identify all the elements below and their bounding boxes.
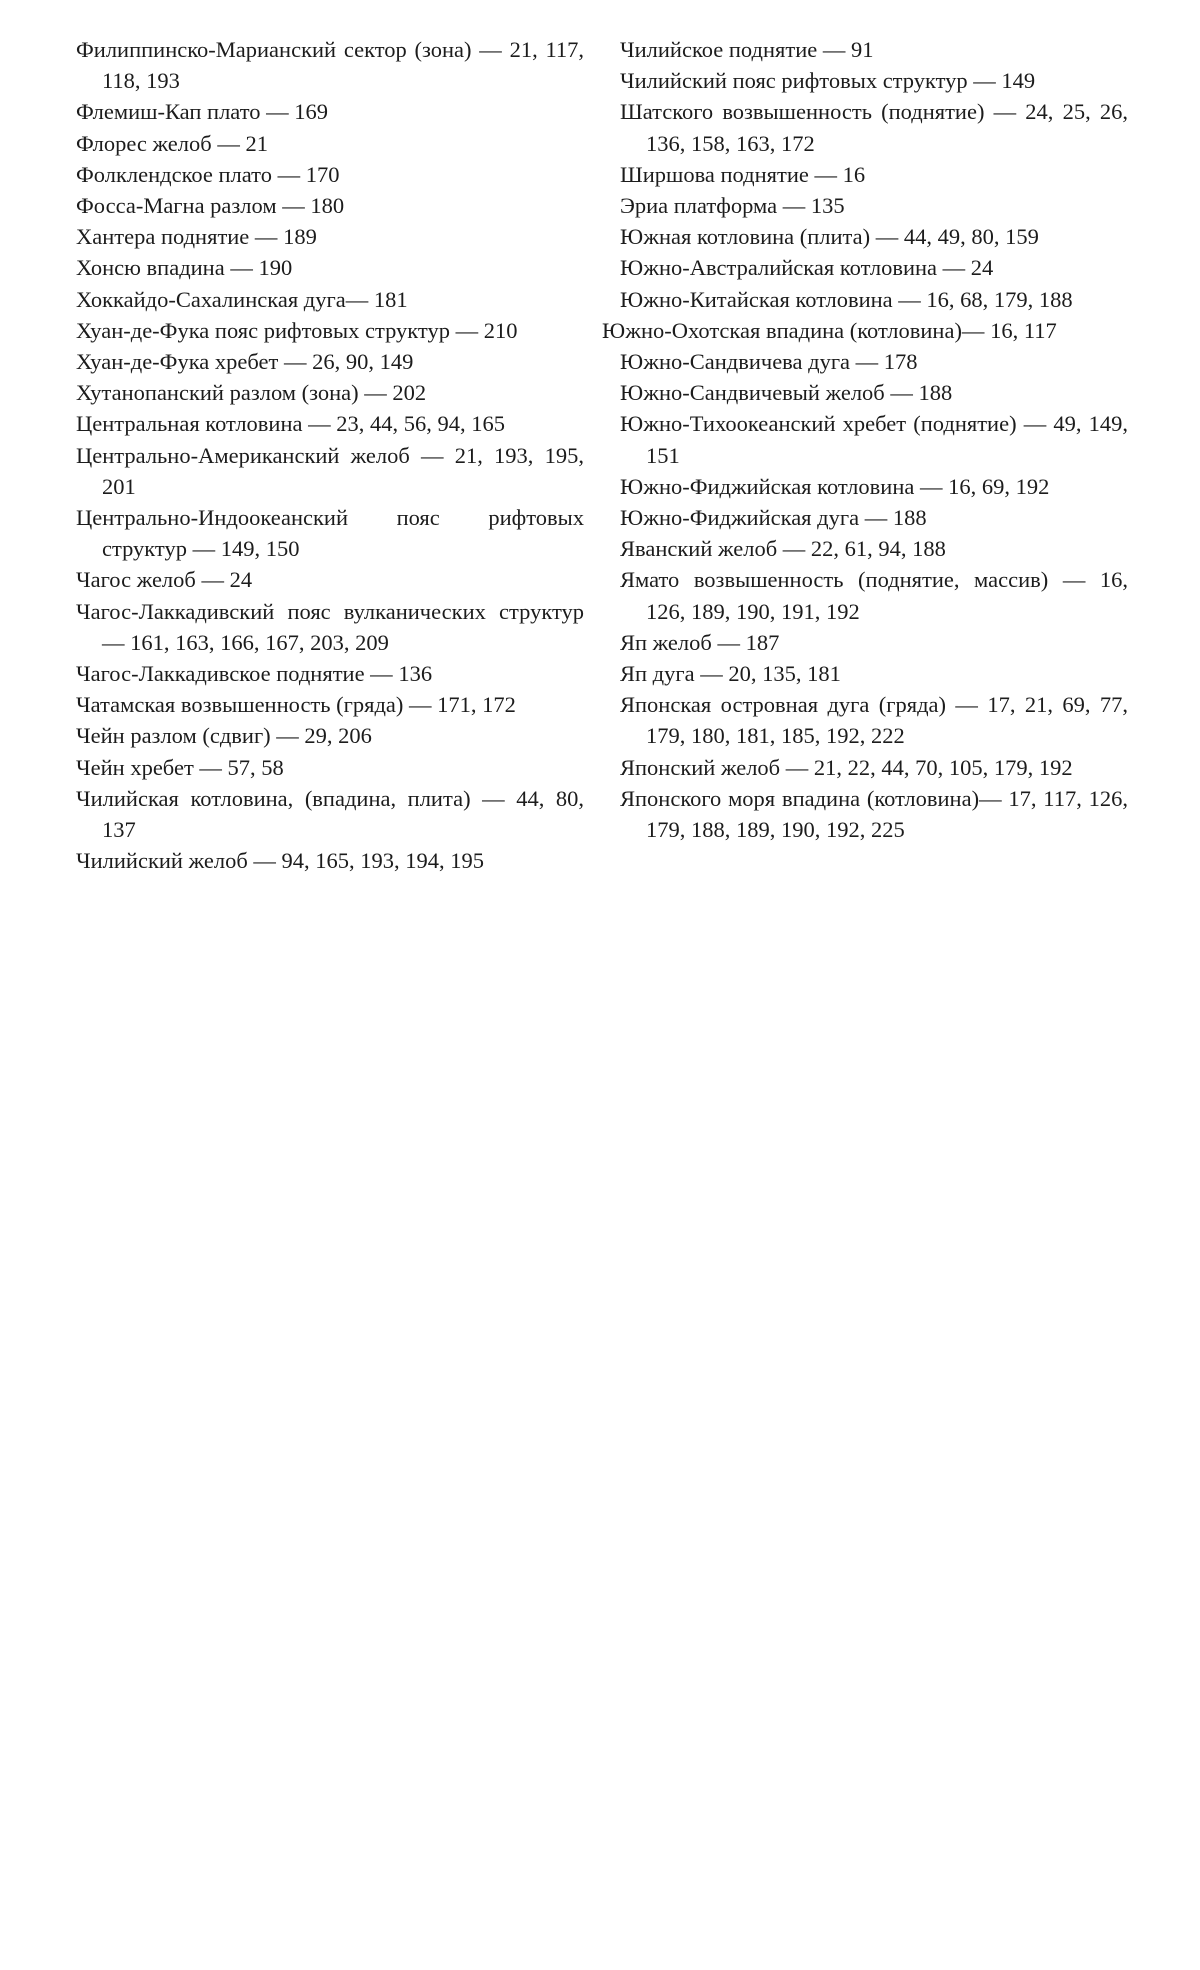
index-entry-term: Ямато возвышенность (поднятие, массив) — <box>620 567 1086 593</box>
index-entry-pages: 171, 172 <box>437 692 516 718</box>
index-entry-term: Чилийская котловина, (впадина, плита) — <box>76 785 505 811</box>
index-entry-pages: 16, 117 <box>990 317 1057 343</box>
index-entry-term: Южно-Сандвичева дуга — <box>620 349 879 375</box>
index-entry-pages: 136 <box>398 661 433 687</box>
index-entry-term: Хуан-де-Фука хребет — <box>76 349 307 375</box>
index-entry-term: Флемиш-Кап плато — <box>76 99 289 125</box>
index-entry-term: Южно-Охотская впадина (котловина)— <box>602 317 985 343</box>
index-entry-term: Чагос-Лаккадивский пояс вулканических структур — <box>76 598 584 655</box>
index-entry-pages: 94, 165, 193, 194, 195 <box>281 848 485 874</box>
index-entry-pages: 149 <box>1001 68 1036 94</box>
index-entry <box>76 658 584 689</box>
index-entry-pages: 149, 150 <box>220 536 300 562</box>
index-entry-pages: 57, 58 <box>227 754 284 780</box>
index-entry-pages: 24 <box>229 567 253 593</box>
index-entry-term: Чилийское поднятие — <box>620 37 846 62</box>
index-entry-term: Чатамская возвышенность (гряда) — <box>76 692 432 718</box>
index-entry <box>620 284 1128 315</box>
index-entry-pages: 169 <box>294 99 328 125</box>
index-entry <box>76 502 584 564</box>
index-entry-pages: 202 <box>392 380 427 406</box>
index-entry-term: Филиппинско-Марианский сектор (зона) — <box>76 37 502 62</box>
index-entry-pages: 26, 90, 149 <box>312 349 414 375</box>
index-entry-term: Эриа платформа — <box>620 193 806 219</box>
index-entry-pages: 210 <box>483 317 518 343</box>
index-entry-term: Чейн разлом (сдвиг) — <box>76 723 299 749</box>
index-entry <box>76 720 584 751</box>
index-entry <box>76 34 584 96</box>
index-entry <box>620 533 1128 564</box>
index-entry-pages: 181 <box>373 286 408 312</box>
index-entry-term: Центрально-Индоокеанский пояс рифтовых структур — <box>76 505 584 562</box>
index-entry <box>620 377 1128 408</box>
index-entry-pages: 22, 61, 94, 188 <box>810 536 946 562</box>
index-entry <box>620 752 1128 783</box>
index-entry <box>76 315 584 346</box>
index-entry-term: Чилийский желоб — <box>76 848 276 874</box>
index-entry-pages: 190 <box>258 255 293 281</box>
index-entry-pages: 21 <box>245 130 268 156</box>
index-entry-term: Южно-Австралийская котловина — <box>620 255 966 281</box>
index-entry-term: Хуан-де-Фука пояс рифтовых структур — <box>76 317 479 343</box>
index-entry <box>76 752 584 783</box>
index-entry <box>620 783 1128 845</box>
index-entry <box>76 190 584 221</box>
index-entry <box>76 252 584 283</box>
index-entry <box>620 658 1128 689</box>
index-entry-pages: 24, 25, 26, 136, 158, 163, 172 <box>646 99 1129 156</box>
index-entry <box>76 440 584 502</box>
index-entry-pages: 44, 80, 137 <box>102 785 584 843</box>
index-entry-pages: 21, 193, 195, 201 <box>102 442 585 499</box>
index-entry <box>620 221 1128 252</box>
index-entry-term: Хантера поднятие — <box>76 224 278 250</box>
index-entry <box>620 346 1128 377</box>
index-entry <box>76 408 584 439</box>
index-entry-pages: 24 <box>970 255 994 281</box>
index-entry-pages: 170 <box>305 161 340 187</box>
index-column-right <box>602 34 1129 845</box>
index-entry-term: Южно-Фиджийская котловина — <box>620 473 943 499</box>
index-entry-term: Южно-Тихоокеанский хребет (поднятие) — <box>620 411 1047 437</box>
index-entry-term: Японский желоб — <box>620 754 809 780</box>
index-entry-term: Флорес желоб — <box>76 130 240 156</box>
index-entry <box>620 564 1128 626</box>
index-entry-term: Центрально-Американский желоб — <box>76 442 444 468</box>
index-entry-term: Фосса-Магна разлом — <box>76 193 305 219</box>
index-entry-pages: 23, 44, 56, 94, 165 <box>336 411 505 437</box>
index-entry-pages: 189 <box>283 224 317 250</box>
index-entry <box>620 689 1128 751</box>
index-entry <box>620 408 1128 470</box>
index-entry-pages: 161, 163, 166, 167, 203, 209 <box>130 629 389 655</box>
index-entry <box>76 845 584 876</box>
index-entry <box>76 596 584 658</box>
index-entry-term: Хоккайдо-Сахалинская дуга— <box>76 286 369 312</box>
index-entry-pages: 188 <box>918 380 953 406</box>
index-entry-term: Чейн хребет — <box>76 754 222 780</box>
index-entry <box>76 783 584 845</box>
index-entry <box>620 190 1128 221</box>
index-entry-pages: 180 <box>310 193 345 219</box>
index-entry-pages: 21, 22, 44, 70, 105, 179, 192 <box>813 754 1073 780</box>
index-entry-pages: 135 <box>810 193 845 219</box>
index-entry-pages: 91 <box>850 37 874 62</box>
index-entry-pages: 44, 49, 80, 159 <box>903 224 1039 250</box>
index-entry <box>76 689 584 720</box>
index-entry <box>76 346 584 377</box>
index-entry-pages: 17, 117, 126, 179, 188, 189, 190, 192, 225 <box>646 785 1128 843</box>
index-entry-pages: 16, 126, 189, 190, 191, 192 <box>646 567 1129 624</box>
index-entry-term: Яп дуга — <box>620 661 723 687</box>
index-entry <box>620 252 1128 283</box>
index-entry-term: Ширшова поднятие — <box>620 161 837 187</box>
index-entry-term: Японская островная дуга (гряда) — <box>620 692 978 718</box>
index-entry-pages: 187 <box>745 629 780 655</box>
index-entry <box>620 471 1128 502</box>
index-entry <box>602 315 1128 346</box>
index-entry-pages: 16, 69, 192 <box>948 473 1050 499</box>
index-entry-term: Фолклендское плато — <box>76 161 301 187</box>
index-entry <box>76 159 584 190</box>
index-entry <box>76 128 584 159</box>
index-entry <box>76 221 584 252</box>
index-entry <box>76 284 584 315</box>
index-entry-pages: 49, 149, 151 <box>646 411 1128 468</box>
index-entry-term: Южно-Фиджийская дуга — <box>620 505 888 531</box>
index-entry <box>620 34 1128 65</box>
index-entry-term: Южная котловина (плита) — <box>620 224 899 250</box>
index-entry-pages: 17, 21, 69, 77, 179, 180, 181, 185, 192, 222 <box>646 692 1129 749</box>
index-entry-term: Яп желоб — <box>620 629 740 655</box>
index-entry-pages: 178 <box>883 349 918 375</box>
index-entry-term: Хутанопанский разлом (зона) — <box>76 380 387 406</box>
index-entry <box>620 502 1128 533</box>
index-entry-pages: 188 <box>892 505 927 531</box>
index-column-left <box>76 34 584 876</box>
index-entry-pages: 16 <box>842 161 866 187</box>
index-entry-term: Шатского возвышенность (поднятие) — <box>620 99 1017 125</box>
index-entry-term: Яванский желоб — <box>620 536 806 562</box>
index-entry-term: Центральная котловина — <box>76 411 331 437</box>
index-entry-term: Чагос желоб — <box>76 567 224 593</box>
index-entry-pages: 29, 206 <box>304 723 372 749</box>
index-entry <box>620 65 1128 96</box>
index-entry-term: Чагос-Лаккадивское поднятие — <box>76 661 393 687</box>
index-entry-term: Хонсю впадина — <box>76 255 253 281</box>
index-entry-term: Южно-Китайская котловина — <box>620 286 921 312</box>
index-entry <box>620 96 1128 158</box>
index-entry-pages: 21, 117, 118, 193 <box>102 37 584 94</box>
index-entry-term: Чилийский пояс рифтовых структур — <box>620 68 996 94</box>
index-entry <box>76 96 584 127</box>
index-entry <box>620 627 1128 658</box>
index-entry-term: Южно-Сандвичевый желоб — <box>620 380 913 406</box>
index-entry <box>76 564 584 595</box>
index-entry <box>76 377 584 408</box>
index-entry <box>620 159 1128 190</box>
index-entry-pages: 16, 68, 179, 188 <box>926 286 1073 312</box>
index-entry-pages: 20, 135, 181 <box>728 661 841 687</box>
index-entry-term: Японского моря впадина (котловина)— <box>620 785 1002 811</box>
